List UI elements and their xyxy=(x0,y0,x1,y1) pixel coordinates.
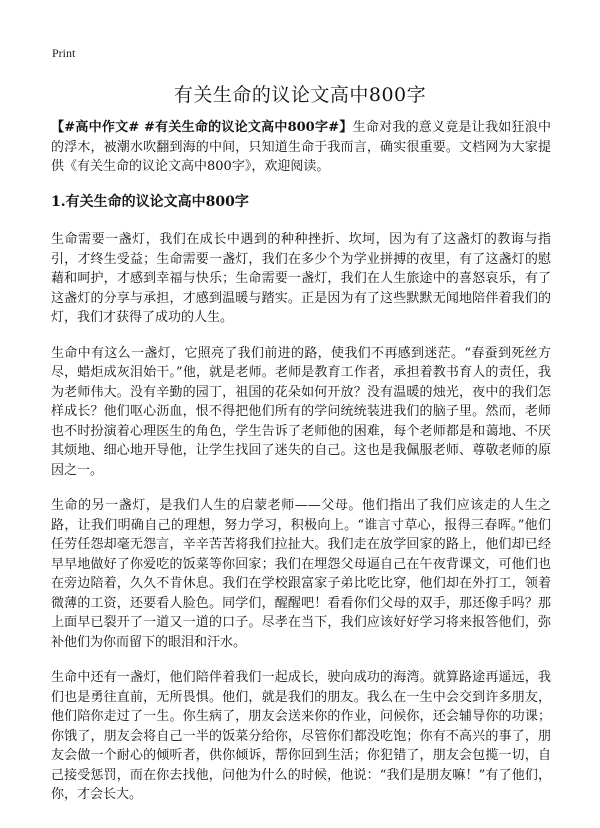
body-paragraph-3: 生命的另一盏灯，是我们人生的启蒙老师——父母。他们指出了我们应该走的人生之路，让我们明确自己的理想，努力学习，积极向上。“谁言寸草心，报得三春晖。”他们任劳任怨却毫无怨言，辛辛苦苦将我们拉扯大。我们走在放学回家的路上，他们却已经早早地做好了你爱吃的饭菜等你回家；我们在埋怨父母逼自己在午夜背课文，可他们也在旁边陪着，久久不肯休息。我们在学校跟富家子弟比吃比穿，他们却在外打工，领着微薄的工资，还要看人脸色。同学们，醒醒吧！看看你们父母的双手，那还像手吗？那上面早已裂开了一道又一道的口子。尽孝在当下，我们应该好好学习将来报答他们，弥补他们为你而留下的眼泪和汗水。 xyxy=(51,498,551,650)
print-link[interactable]: Print xyxy=(52,46,76,60)
section-title: 1.有关生命的议论文高中800字 xyxy=(51,193,249,210)
page-title: 有关生命的议论文高中800字 xyxy=(173,84,427,106)
intro-text: 生命对我的意义竟是让我如狂浪中的浮木，被潮水吹翻到海的中间，只知道生命于我而言，确实很重要。文档网为大家提供《有关生命的议论文高中800字》，欢迎阅读。 xyxy=(51,120,551,174)
intro-tag: 【#高中作文# #有关生命的议论文高中800字#】 xyxy=(51,120,353,135)
intro-paragraph xyxy=(51,118,551,177)
article-body xyxy=(51,118,551,821)
body-paragraph-1: 生命需要一盏灯，我们在成长中遇到的种种挫折、坎坷，因为有了这盏灯的教诲与指引，才终生受益；生命需要一盏灯，我们在多少个为学业拼搏的夜里，有了这盏灯的慰藉和呵护，才感到幸福与快乐；生命需要一盏灯，我们在人生旅途中的喜怒哀乐，有了这盏灯的分享与承担，才感到温暖与踏实。正是因为有了这些默默无闻地陪伴着我们的灯，我们才获得了成功的人生。 xyxy=(51,232,551,325)
body-paragraph-2: 生命中有这么一盏灯，它照亮了我们前进的路，使我们不再感到迷茫。“春蚕到死丝方尽，蜡炬成灰泪始干。”他，就是老师。老师是教育工作者，承担着教书育人的责任，我为老师伟大。没有辛勤的园丁，祖国的花朵如何开放？没有温暖的烛光，夜中的我们怎样成长？他们呕心沥血，恨不得把他们所有的学问统统装进我们的脑子里。然而，老师也不时扮演着心理医生的角色，学生告诉了老师他的困难，每个老师都是和蔼地、不厌其烦地、细心地开导他，让学生找回了迷失的自己。这也是我佩服老师、尊敬老师的原因之一。 xyxy=(51,345,551,478)
body-paragraph-4: 生命中还有一盏灯，他们陪伴着我们一起成长，驶向成功的海湾。就算路途再遥远，我们也是勇往直前，无所畏惧。他们，就是我们的朋友。我么在一生中会交到许多朋友，他们陪你走过了一生。你生病了，朋友会送来你的作业，问候你，还会辅导你的功课；你饿了，朋友会将自己一半的饭菜分给你，尽管你们都没吃饱；你有不高兴的事了，朋友会做一个耐心的倾听者，供你倾诉，帮你回到生活；你犯错了，朋友会包揽一切，自己接受惩罚，而在你去找他，问他为什么的时候，他说：“我们是朋友嘛！”有了他们，你，才会长大。 xyxy=(51,670,551,802)
